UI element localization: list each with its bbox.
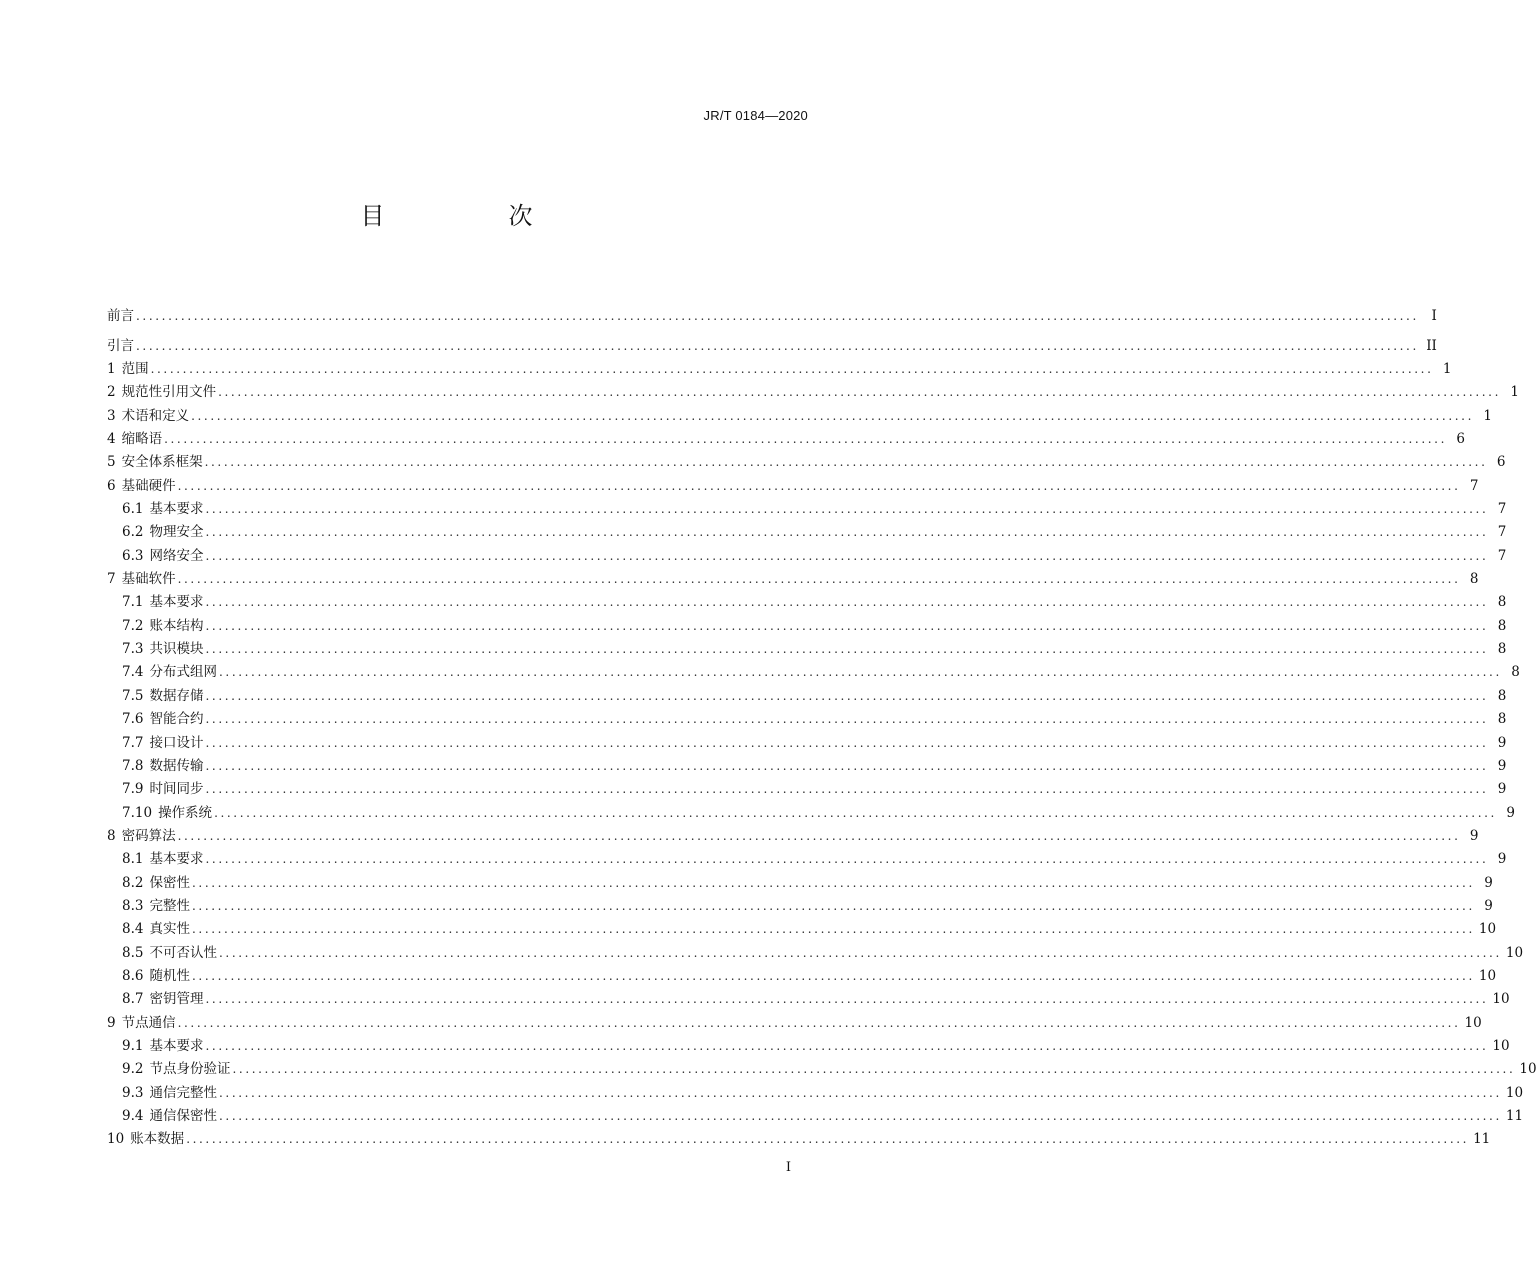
toc-entry-text: 保密性: [149, 874, 190, 891]
toc-entry-number: 7.8: [122, 757, 144, 774]
toc-entry-page: 10: [1505, 1084, 1524, 1101]
toc-entry-label: [122, 685, 205, 708]
toc-entry-number: 6.1: [122, 501, 144, 518]
toc-leader-dots: ........................................................................................................................................................................................................: [191, 898, 1475, 913]
toc-entry-page: 11: [1505, 1108, 1524, 1124]
toc-entry-number: 8.1: [122, 851, 144, 868]
toc-entry[interactable]: [107, 615, 1507, 638]
toc-entry-text: 节点通信: [121, 1014, 176, 1031]
toc-entry-text: 随机性: [149, 967, 190, 984]
toc-entry-label: [107, 568, 178, 591]
toc-entry-page: 7: [1497, 547, 1507, 564]
toc-entry-page: 8: [1511, 664, 1520, 681]
toc-entry[interactable]: [107, 778, 1507, 801]
toc-entry[interactable]: [107, 328, 1437, 358]
toc-entry[interactable]: [107, 451, 1506, 474]
toc-entry-text: 时间同步: [149, 781, 204, 798]
toc-leader-dots: ........................................................................................................................................................................................................: [218, 1085, 1502, 1100]
toc-entry-label: [107, 1012, 178, 1035]
toc-entry-page: 9: [1497, 851, 1507, 868]
toc-entry[interactable]: [107, 568, 1479, 591]
toc-leader-dots: ........................................................................................................................................................................................................: [205, 642, 1489, 657]
toc-leader-dots: ........................................................................................................................................................................................................: [205, 735, 1489, 750]
toc-entry-label: [122, 1082, 219, 1105]
toc-entry[interactable]: [107, 1082, 1524, 1105]
toc-entry[interactable]: [107, 825, 1479, 848]
toc-entry-number: 5: [107, 454, 116, 471]
toc-entry[interactable]: [107, 802, 1515, 825]
toc-entry-label: [122, 545, 205, 568]
toc-entry-text: 账本结构: [149, 617, 204, 634]
toc-entry[interactable]: [107, 428, 1465, 451]
page-number: I: [785, 1160, 791, 1175]
table-of-contents: [107, 298, 1537, 1152]
toc-entry-label: [107, 475, 178, 498]
toc-entry-number: 8.6: [122, 967, 144, 984]
toc-entry-text: 智能合约: [149, 711, 204, 728]
toc-entry-number: 7.10: [122, 804, 153, 821]
toc-entry-page: 11: [1473, 1131, 1491, 1148]
toc-entry-number: 7.2: [122, 617, 144, 634]
toc-entry[interactable]: [107, 942, 1524, 965]
toc-entry-page: 7: [1497, 524, 1507, 541]
toc-entry-page: 8: [1497, 594, 1507, 611]
toc-entry[interactable]: [107, 965, 1497, 988]
toc-leader-dots: ........................................................................................................................................................................................................: [186, 1132, 1470, 1147]
toc-entry-page: 8: [1497, 711, 1507, 728]
toc-entry-text: 前言: [107, 307, 134, 324]
toc-entry-page: 8: [1469, 571, 1479, 588]
toc-entry-text: 基础软件: [121, 571, 176, 588]
toc-entry-number: 2: [107, 384, 116, 401]
toc-entry-page: 1: [1510, 384, 1519, 401]
toc-leader-dots: ........................................................................................................................................................................................................: [205, 992, 1489, 1007]
toc-entry-text: 数据传输: [149, 757, 204, 774]
toc-entry-page: 8: [1497, 641, 1507, 658]
toc-entry-page: 10: [1478, 967, 1497, 984]
toc-entry-label: [122, 965, 192, 988]
toc-entry-text: 缩略语: [121, 431, 163, 448]
toc-entry-text: 基本要求: [149, 851, 204, 868]
toc-entry-text: 基础硬件: [121, 477, 176, 494]
toc-leader-dots: ........................................................................................................................................................................................................: [191, 968, 1475, 983]
toc-entry[interactable]: [107, 755, 1507, 778]
toc-entry[interactable]: [107, 661, 1520, 684]
toc-entry-label: [122, 638, 205, 661]
toc-leader-dots: ........................................................................................................................................................................................................: [218, 385, 1501, 400]
toc-entry-text: 通信完整性: [149, 1084, 217, 1101]
toc-entry-label: [122, 778, 205, 801]
toc-entry-text: 网络安全: [149, 547, 204, 564]
toc-entry[interactable]: [107, 988, 1510, 1011]
toc-leader-dots: ........................................................................................................................................................................................................: [218, 1109, 1502, 1123]
toc-entry-label: [107, 428, 164, 451]
toc-entry-number: 7.4: [122, 664, 144, 681]
toc-entry-text: 完整性: [149, 897, 190, 914]
toc-leader-dots: ........................................................................................................................................................................................................: [205, 618, 1489, 633]
toc-entry-page: 9: [1497, 757, 1507, 774]
toc-entry-label: [107, 381, 218, 404]
toc-entry-number: 1: [107, 361, 116, 377]
toc-leader-dots: ........................................................................................................................................................................................................: [214, 805, 1497, 820]
toc-entry-label: [122, 708, 205, 731]
toc-entry-page: 10: [1464, 1014, 1482, 1031]
toc-leader-dots: ........................................................................................................................................................................................................: [205, 688, 1489, 703]
toc-entry-text: 术语和定义: [121, 407, 190, 424]
toc-entry-text: 范围: [121, 361, 149, 377]
toc-entry-text: 数据存储: [149, 687, 204, 704]
toc-entry-page: 9: [1506, 804, 1515, 821]
page-title: 目 次: [360, 202, 583, 230]
toc-entry-number: 7: [107, 571, 116, 588]
toc-entry-number: 8.5: [122, 944, 144, 961]
toc-entry-page: 8: [1497, 687, 1507, 704]
toc-entry-page: 7: [1497, 501, 1507, 518]
toc-entry[interactable]: [107, 918, 1497, 941]
toc-entry-number: 9.1: [122, 1037, 144, 1054]
toc-entry[interactable]: [107, 298, 1437, 328]
toc-entry-text: 真实性: [149, 921, 190, 938]
toc-leader-dots: ........................................................................................................................................................................................................: [218, 665, 1502, 680]
toc-entry-page: 1: [1483, 407, 1492, 424]
toc-entry-text: 分布式组网: [149, 664, 217, 681]
toc-entry-number: 6.2: [122, 524, 144, 541]
toc-entry-page: 10: [1492, 991, 1510, 1008]
toc-entry-number: 8.4: [122, 921, 144, 938]
toc-entry-number: 7.6: [122, 711, 144, 728]
toc-entry-text: 节点身份验证: [149, 1061, 231, 1078]
toc-entry-page: 9: [1497, 781, 1507, 798]
toc-entry-label: [107, 1128, 186, 1151]
toc-entry-number: 8: [107, 827, 116, 844]
toc-leader-dots: ........................................................................................................................................................................................................: [205, 1038, 1489, 1053]
toc-entry[interactable]: [107, 872, 1493, 895]
toc-entry-number: 7.9: [122, 781, 144, 798]
toc-entry-label: [107, 825, 178, 848]
toc-entry-page: 7: [1469, 477, 1479, 494]
toc-entry[interactable]: [107, 732, 1507, 755]
toc-entry-label: [122, 661, 219, 684]
toc-leader-dots: ........................................................................................................................................................................................................: [205, 852, 1489, 867]
toc-leader-dots: ........................................................................................................................................................................................................: [191, 875, 1475, 890]
standard-code: JR/T 0184—2020: [703, 108, 808, 123]
toc-entry[interactable]: [107, 638, 1507, 661]
toc-leader-dots: ........................................................................................................................................................................................................: [177, 478, 1461, 493]
toc-entry-text: 物理安全: [149, 524, 204, 541]
toc-entry-label: [122, 1105, 219, 1128]
toc-entry-label: [122, 615, 205, 638]
toc-entry-number: 9: [107, 1014, 116, 1031]
toc-entry-number: 8.2: [122, 874, 144, 891]
toc-leader-dots: ........................................................................................................................................................................................................: [205, 758, 1489, 773]
toc-entry-page: 10: [1505, 944, 1524, 961]
toc-leader-dots: ........................................................................................................................................................................................................: [204, 455, 1488, 470]
toc-entry-text: 通信保密性: [149, 1108, 217, 1124]
toc-entry[interactable]: [107, 475, 1479, 498]
toc-leader-dots: ........................................................................................................................................................................................................: [177, 572, 1461, 587]
toc-entry-label: [107, 405, 191, 428]
toc-entry-number: 7.7: [122, 734, 144, 751]
toc-leader-dots: ........................................................................................................................................................................................................: [177, 828, 1461, 843]
toc-entry-label: [122, 872, 192, 895]
toc-entry[interactable]: [107, 708, 1507, 731]
toc-leader-dots: ........................................................................................................................................................................................................: [205, 712, 1489, 727]
toc-entry[interactable]: [107, 685, 1507, 708]
toc-entry[interactable]: [107, 591, 1507, 614]
toc-leader-dots: ........................................................................................................................................................................................................: [191, 922, 1475, 937]
toc-entry[interactable]: [107, 895, 1493, 918]
toc-leader-dots: ........................................................................................................................................................................................................: [150, 362, 1434, 376]
toc-entry-text: 安全体系框架: [121, 454, 203, 471]
toc-entry-label: [122, 918, 192, 941]
toc-entry-text: 账本数据: [130, 1131, 185, 1148]
toc-leader-dots: ........................................................................................................................................................................................................: [136, 338, 1419, 353]
toc-entry-label: [122, 895, 192, 918]
toc-entry-number: 3: [107, 407, 116, 424]
toc-entry-number: 9.4: [122, 1108, 144, 1124]
toc-entry-label: [122, 988, 205, 1011]
toc-entry[interactable]: [107, 545, 1507, 568]
toc-entry-number: 7.1: [122, 594, 144, 611]
toc-entry-text: 基本要求: [149, 594, 204, 611]
toc-entry-page: II: [1426, 337, 1437, 354]
toc-entry-page: 10: [1478, 921, 1497, 938]
toc-entry-label: [107, 451, 205, 474]
toc-entry-number: 4: [107, 431, 116, 448]
toc-entry-text: 引言: [107, 337, 134, 354]
toc-entry-page: 9: [1484, 874, 1493, 891]
toc-leader-dots: ........................................................................................................................................................................................................: [164, 432, 1447, 447]
toc-entry-text: 共识模块: [149, 641, 204, 658]
toc-leader-dots: ........................................................................................................................................................................................................: [205, 502, 1489, 517]
toc-entry-label: [122, 498, 205, 521]
toc-leader-dots: ........................................................................................................................................................................................................: [191, 408, 1474, 423]
toc-entry-label: [122, 521, 205, 544]
toc-entry-page: 1: [1442, 361, 1452, 377]
toc-entry-number: 6: [107, 477, 116, 494]
toc-entry-page: 10: [1519, 1061, 1537, 1078]
toc-entry-text: 接口设计: [149, 734, 204, 751]
toc-entry-label: [122, 1058, 232, 1081]
toc-entry[interactable]: [107, 498, 1507, 521]
toc-leader-dots: ........................................................................................................................................................................................................: [205, 525, 1489, 540]
toc-entry[interactable]: [107, 1035, 1510, 1058]
toc-entry-label: [122, 848, 205, 871]
toc-entry-number: 8.7: [122, 991, 144, 1008]
toc-entry[interactable]: [107, 1058, 1537, 1081]
toc-entry-page: 8: [1497, 617, 1507, 634]
toc-entry-label: [122, 802, 214, 825]
toc-entry-text: 不可否认性: [149, 944, 217, 961]
toc-entry-number: 6.3: [122, 547, 144, 564]
toc-entry[interactable]: [107, 358, 1452, 381]
toc-entry-text: 基本要求: [149, 501, 204, 518]
toc-entry-page: 6: [1456, 431, 1465, 448]
toc-entry-number: 7.3: [122, 641, 144, 658]
toc-entry-number: 8.3: [122, 897, 144, 914]
toc-entry-number: 9.3: [122, 1084, 144, 1101]
toc-entry-label: [107, 358, 151, 381]
toc-entry-number: 7.5: [122, 687, 144, 704]
toc-leader-dots: ........................................................................................................................................................................................................: [205, 548, 1489, 563]
toc-entry-label: [107, 335, 136, 358]
toc-entry-number: 10: [107, 1131, 125, 1148]
toc-entry[interactable]: [107, 1012, 1482, 1035]
toc-entry-page: 6: [1496, 454, 1506, 471]
toc-entry-text: 密码算法: [121, 827, 176, 844]
toc-entry[interactable]: [107, 848, 1507, 871]
toc-entry-text: 操作系统: [158, 804, 213, 821]
toc-entry-label: [122, 732, 205, 755]
toc-leader-dots: ........................................................................................................................................................................................................: [177, 1015, 1461, 1030]
toc-entry[interactable]: [107, 1105, 1524, 1128]
toc-entry-page: 9: [1497, 734, 1507, 751]
toc-entry-page: 9: [1469, 827, 1479, 844]
toc-entry-text: 密钥管理: [149, 991, 204, 1008]
toc-leader-dots: ........................................................................................................................................................................................................: [205, 595, 1489, 610]
toc-entry-text: 基本要求: [149, 1037, 204, 1054]
toc-leader-dots: ........................................................................................................................................................................................................: [232, 1062, 1516, 1077]
toc-entry-page: 9: [1484, 897, 1493, 914]
toc-entry[interactable]: [107, 1128, 1491, 1151]
toc-leader-dots: ........................................................................................................................................................................................................: [205, 782, 1489, 797]
toc-entry-page: 10: [1492, 1037, 1510, 1054]
toc-entry-page: I: [1431, 307, 1437, 324]
toc-entry-label: [122, 942, 219, 965]
toc-entry-label: [122, 755, 205, 778]
toc-leader-dots: ........................................................................................................................................................................................................: [218, 945, 1502, 960]
toc-entry-text: 规范性引用文件: [121, 384, 217, 401]
toc-entry[interactable]: [107, 521, 1507, 544]
toc-entry[interactable]: [107, 405, 1492, 428]
toc-leader-dots: ........................................................................................................................................................................................................: [136, 308, 1419, 323]
toc-entry-label: [107, 305, 136, 328]
toc-entry-label: [122, 591, 205, 614]
toc-entry-label: [122, 1035, 205, 1058]
toc-entry[interactable]: [107, 381, 1519, 404]
toc-entry-number: 9.2: [122, 1061, 144, 1078]
